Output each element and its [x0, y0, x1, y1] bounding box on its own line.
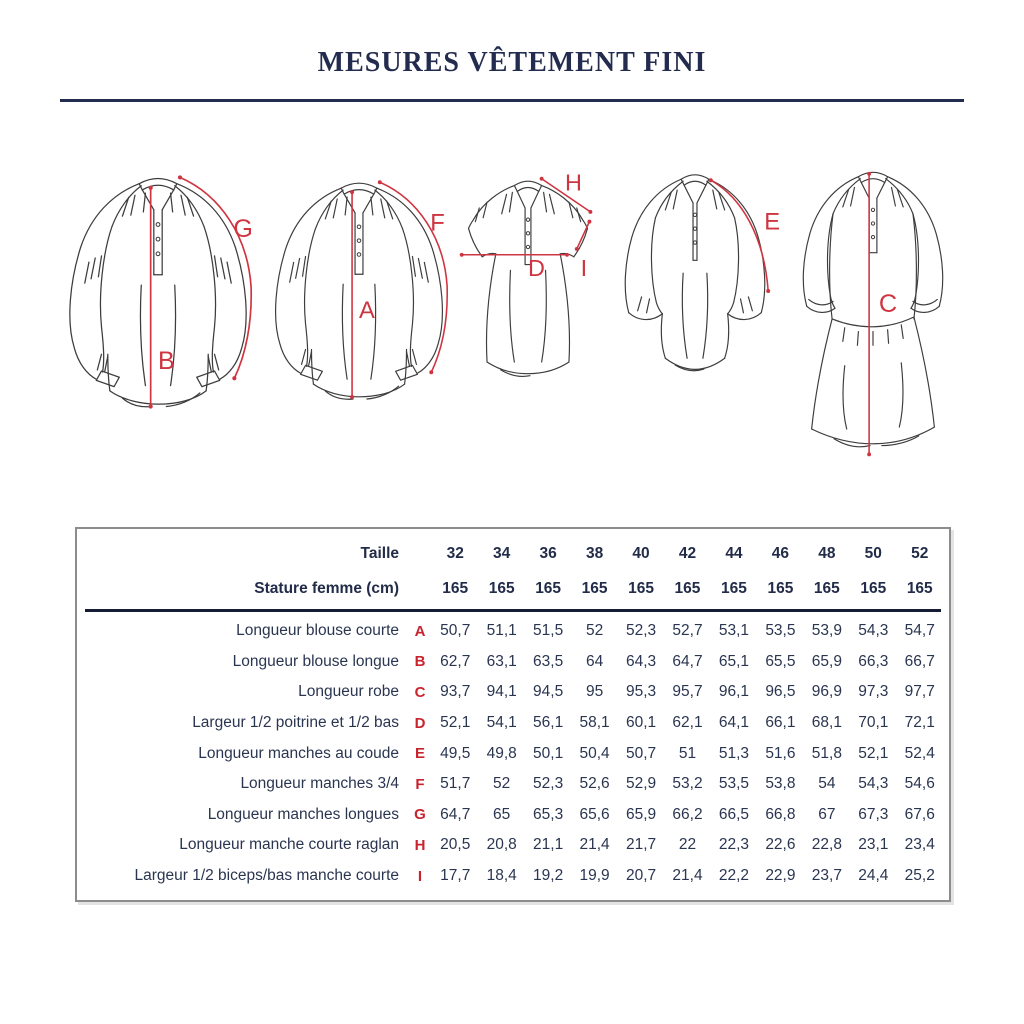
value-cell: 53,5: [718, 775, 750, 793]
stature-cell: 165: [721, 579, 747, 597]
table-row: [83, 616, 943, 647]
stature-cell: 165: [674, 579, 701, 597]
value-cell: 54,6: [904, 775, 935, 793]
value-cell: 96,9: [811, 683, 842, 701]
measure-label-C: C: [878, 290, 898, 319]
value-cell: 64,1: [718, 714, 750, 732]
value-cell: 67,6: [904, 805, 935, 823]
value-cell: 94,5: [533, 683, 564, 701]
value-cell: 58,1: [579, 714, 610, 732]
table-row: [83, 861, 943, 892]
value-cell: 50,4: [579, 744, 610, 762]
stature-cell: 165: [906, 579, 933, 597]
table-row: [83, 800, 943, 831]
stature-cell: 165: [813, 579, 840, 597]
size-cell: 40: [632, 544, 650, 562]
value-cell: 22,8: [811, 836, 842, 854]
figure-blouse-manches-coude: [606, 166, 784, 414]
value-cell: 20,8: [486, 836, 517, 854]
table-row: [83, 830, 943, 861]
value-cell: 20,7: [625, 867, 657, 885]
value-cell: 95,3: [625, 683, 657, 701]
row-letter: F: [415, 775, 425, 793]
table-size-row: [83, 536, 943, 571]
row-label: Longueur manches longues: [207, 805, 399, 823]
table-row: [83, 738, 943, 769]
value-cell: 53,2: [672, 775, 703, 793]
table-row: [83, 647, 943, 678]
value-cell: 67: [818, 805, 836, 823]
value-cell: 52,6: [579, 775, 610, 793]
value-cell: 65,6: [579, 805, 610, 823]
value-cell: 50,7: [440, 622, 471, 640]
value-cell: 25,2: [904, 867, 935, 885]
value-cell: 68,1: [811, 714, 842, 732]
value-cell: 66,8: [765, 805, 796, 823]
measure-label-A: A: [359, 296, 375, 324]
value-cell: 18,4: [486, 867, 517, 885]
value-cell: 95,7: [672, 683, 703, 701]
size-cell: 52: [911, 544, 929, 562]
value-cell: 52,1: [858, 744, 889, 762]
value-cell: 56,1: [533, 714, 564, 732]
stature-header-label: Stature femme (cm): [254, 579, 399, 597]
value-cell: 53,1: [718, 622, 750, 640]
value-cell: 23,1: [858, 836, 889, 854]
row-letter: H: [414, 836, 426, 854]
size-cell: 38: [585, 544, 604, 562]
row-letter: C: [414, 683, 426, 701]
stature-cell: 165: [442, 579, 469, 597]
row-letter: E: [414, 745, 425, 763]
size-cell: 34: [493, 544, 511, 562]
value-cell: 51,8: [811, 744, 842, 762]
row-label: Longueur blouse longue: [232, 652, 399, 670]
stature-cell: 165: [767, 579, 794, 597]
value-cell: 65,9: [625, 805, 657, 823]
value-cell: 50,1: [533, 744, 564, 762]
value-cell: 54,3: [858, 775, 889, 793]
value-cell: 96,1: [718, 683, 750, 701]
value-cell: 63,1: [486, 652, 517, 670]
measure-label-I: I: [580, 255, 588, 282]
measurement-table: [75, 527, 951, 902]
size-cell: 50: [864, 544, 882, 562]
value-cell: 51,7: [440, 775, 471, 793]
value-cell: 51,5: [533, 622, 564, 640]
value-cell: 64,7: [440, 805, 471, 823]
value-cell: 63,5: [533, 652, 564, 670]
table-row: [83, 677, 943, 708]
stature-cell: 165: [628, 579, 654, 597]
value-cell: 60,1: [625, 714, 657, 732]
row-label: Longueur manche courte raglan: [179, 836, 399, 854]
measure-label-B: B: [158, 346, 175, 375]
value-cell: 52,3: [625, 622, 657, 640]
measure-line-E: [711, 180, 768, 291]
row-label: Longueur robe: [298, 683, 399, 701]
value-cell: 64,3: [625, 652, 657, 670]
value-cell: 70,1: [858, 714, 889, 732]
value-cell: 22,9: [765, 867, 796, 885]
value-cell: 65,5: [765, 652, 796, 670]
table-body: [83, 616, 943, 891]
value-cell: 19,9: [579, 867, 610, 885]
value-cell: 93,7: [440, 683, 471, 701]
value-cell: 23,4: [904, 836, 935, 854]
stature-cell: 165: [581, 579, 608, 597]
value-cell: 50,7: [625, 744, 657, 762]
value-cell: 21,4: [579, 836, 610, 854]
measure-label-D: D: [528, 255, 545, 282]
value-cell: 94,1: [486, 683, 517, 701]
value-cell: 66,5: [718, 805, 750, 823]
figure-blouse-courte: [260, 168, 458, 436]
size-cell: 44: [725, 544, 743, 562]
value-cell: 66,3: [858, 652, 889, 670]
value-cell: 21,4: [672, 867, 703, 885]
value-cell: 52,1: [440, 714, 471, 732]
stature-cell: 165: [860, 579, 887, 597]
row-letter: G: [414, 806, 426, 824]
header-separator: [85, 609, 941, 612]
value-cell: 52,9: [625, 775, 657, 793]
value-cell: 17,7: [440, 867, 471, 885]
figure-blouse-manches-courtes: [450, 172, 606, 398]
row-letter: I: [417, 867, 423, 885]
value-cell: 62,1: [672, 714, 703, 732]
size-cell: 42: [678, 544, 697, 562]
value-cell: 52: [493, 775, 511, 793]
value-cell: 49,5: [440, 744, 471, 762]
value-cell: 22,6: [765, 836, 796, 854]
value-cell: 51,3: [718, 744, 750, 762]
value-cell: 65: [493, 805, 511, 823]
value-cell: 65,9: [811, 652, 842, 670]
value-cell: 22: [678, 836, 697, 854]
value-cell: 52,4: [904, 744, 935, 762]
row-label: Longueur manches 3/4: [240, 775, 399, 793]
value-cell: 96,5: [765, 683, 796, 701]
value-cell: 54,7: [904, 622, 935, 640]
table-row: [83, 708, 943, 739]
value-cell: 66,2: [672, 805, 703, 823]
value-cell: 49,8: [486, 744, 517, 762]
value-cell: 97,3: [858, 683, 889, 701]
value-cell: 21,1: [533, 836, 564, 854]
page-title: MESURES VÊTEMENT FINI: [317, 47, 707, 78]
value-cell: 66,1: [765, 714, 796, 732]
measure-label-H: H: [565, 172, 582, 196]
value-cell: 53,5: [765, 622, 796, 640]
size-cell: 36: [539, 544, 557, 562]
value-cell: 65,1: [718, 652, 750, 670]
value-cell: 65,3: [533, 805, 564, 823]
row-letter: D: [414, 714, 426, 732]
row-letter: B: [414, 653, 426, 671]
measure-label-G: G: [233, 215, 253, 244]
row-label: Largeur 1/2 poitrine et 1/2 bas: [192, 714, 399, 732]
value-cell: 53,8: [765, 775, 796, 793]
value-cell: 52,7: [672, 622, 703, 640]
value-cell: 52: [585, 622, 604, 640]
size-cell: 48: [818, 544, 836, 562]
value-cell: 54,1: [486, 714, 517, 732]
value-cell: 51,1: [486, 622, 517, 640]
value-cell: 53,9: [811, 622, 842, 640]
value-cell: 95: [585, 683, 604, 701]
value-cell: 21,7: [625, 836, 657, 854]
size-cell: 46: [771, 544, 790, 562]
size-header-label: Taille: [360, 544, 399, 562]
value-cell: 66,7: [904, 652, 935, 670]
table-row: [83, 769, 943, 800]
figure-blouse-manches-longues: [52, 168, 264, 440]
value-cell: 97,7: [904, 683, 935, 701]
value-cell: 67,3: [858, 805, 889, 823]
value-cell: 19,2: [533, 867, 564, 885]
value-cell: 22,3: [718, 836, 750, 854]
value-cell: 52,3: [533, 775, 564, 793]
row-label: Longueur blouse courte: [236, 622, 399, 640]
value-cell: 51,6: [765, 744, 796, 762]
value-cell: 72,1: [904, 714, 935, 732]
size-cell: 32: [446, 544, 464, 562]
value-cell: 20,5: [440, 836, 471, 854]
stature-cell: 165: [488, 579, 515, 597]
value-cell: 64,7: [672, 652, 703, 670]
figure-robe: [780, 166, 966, 468]
row-label: Largeur 1/2 biceps/bas manche courte: [134, 867, 399, 885]
value-cell: 23,7: [811, 867, 842, 885]
row-label: Longueur manches au coude: [198, 744, 399, 762]
title-divider: [60, 99, 964, 102]
measure-label-E: E: [764, 209, 781, 236]
value-cell: 62,7: [440, 652, 471, 670]
value-cell: 24,4: [858, 867, 889, 885]
row-letter: A: [414, 622, 426, 640]
value-cell: 54,3: [858, 622, 889, 640]
value-cell: 22,2: [718, 867, 750, 885]
measure-line-I: [577, 222, 590, 249]
stature-cell: 165: [535, 579, 562, 597]
measure-label-F: F: [430, 209, 445, 237]
table-stature-row: [83, 571, 943, 606]
value-cell: 51: [678, 744, 697, 762]
value-cell: 64: [585, 652, 604, 670]
value-cell: 54: [818, 775, 836, 793]
